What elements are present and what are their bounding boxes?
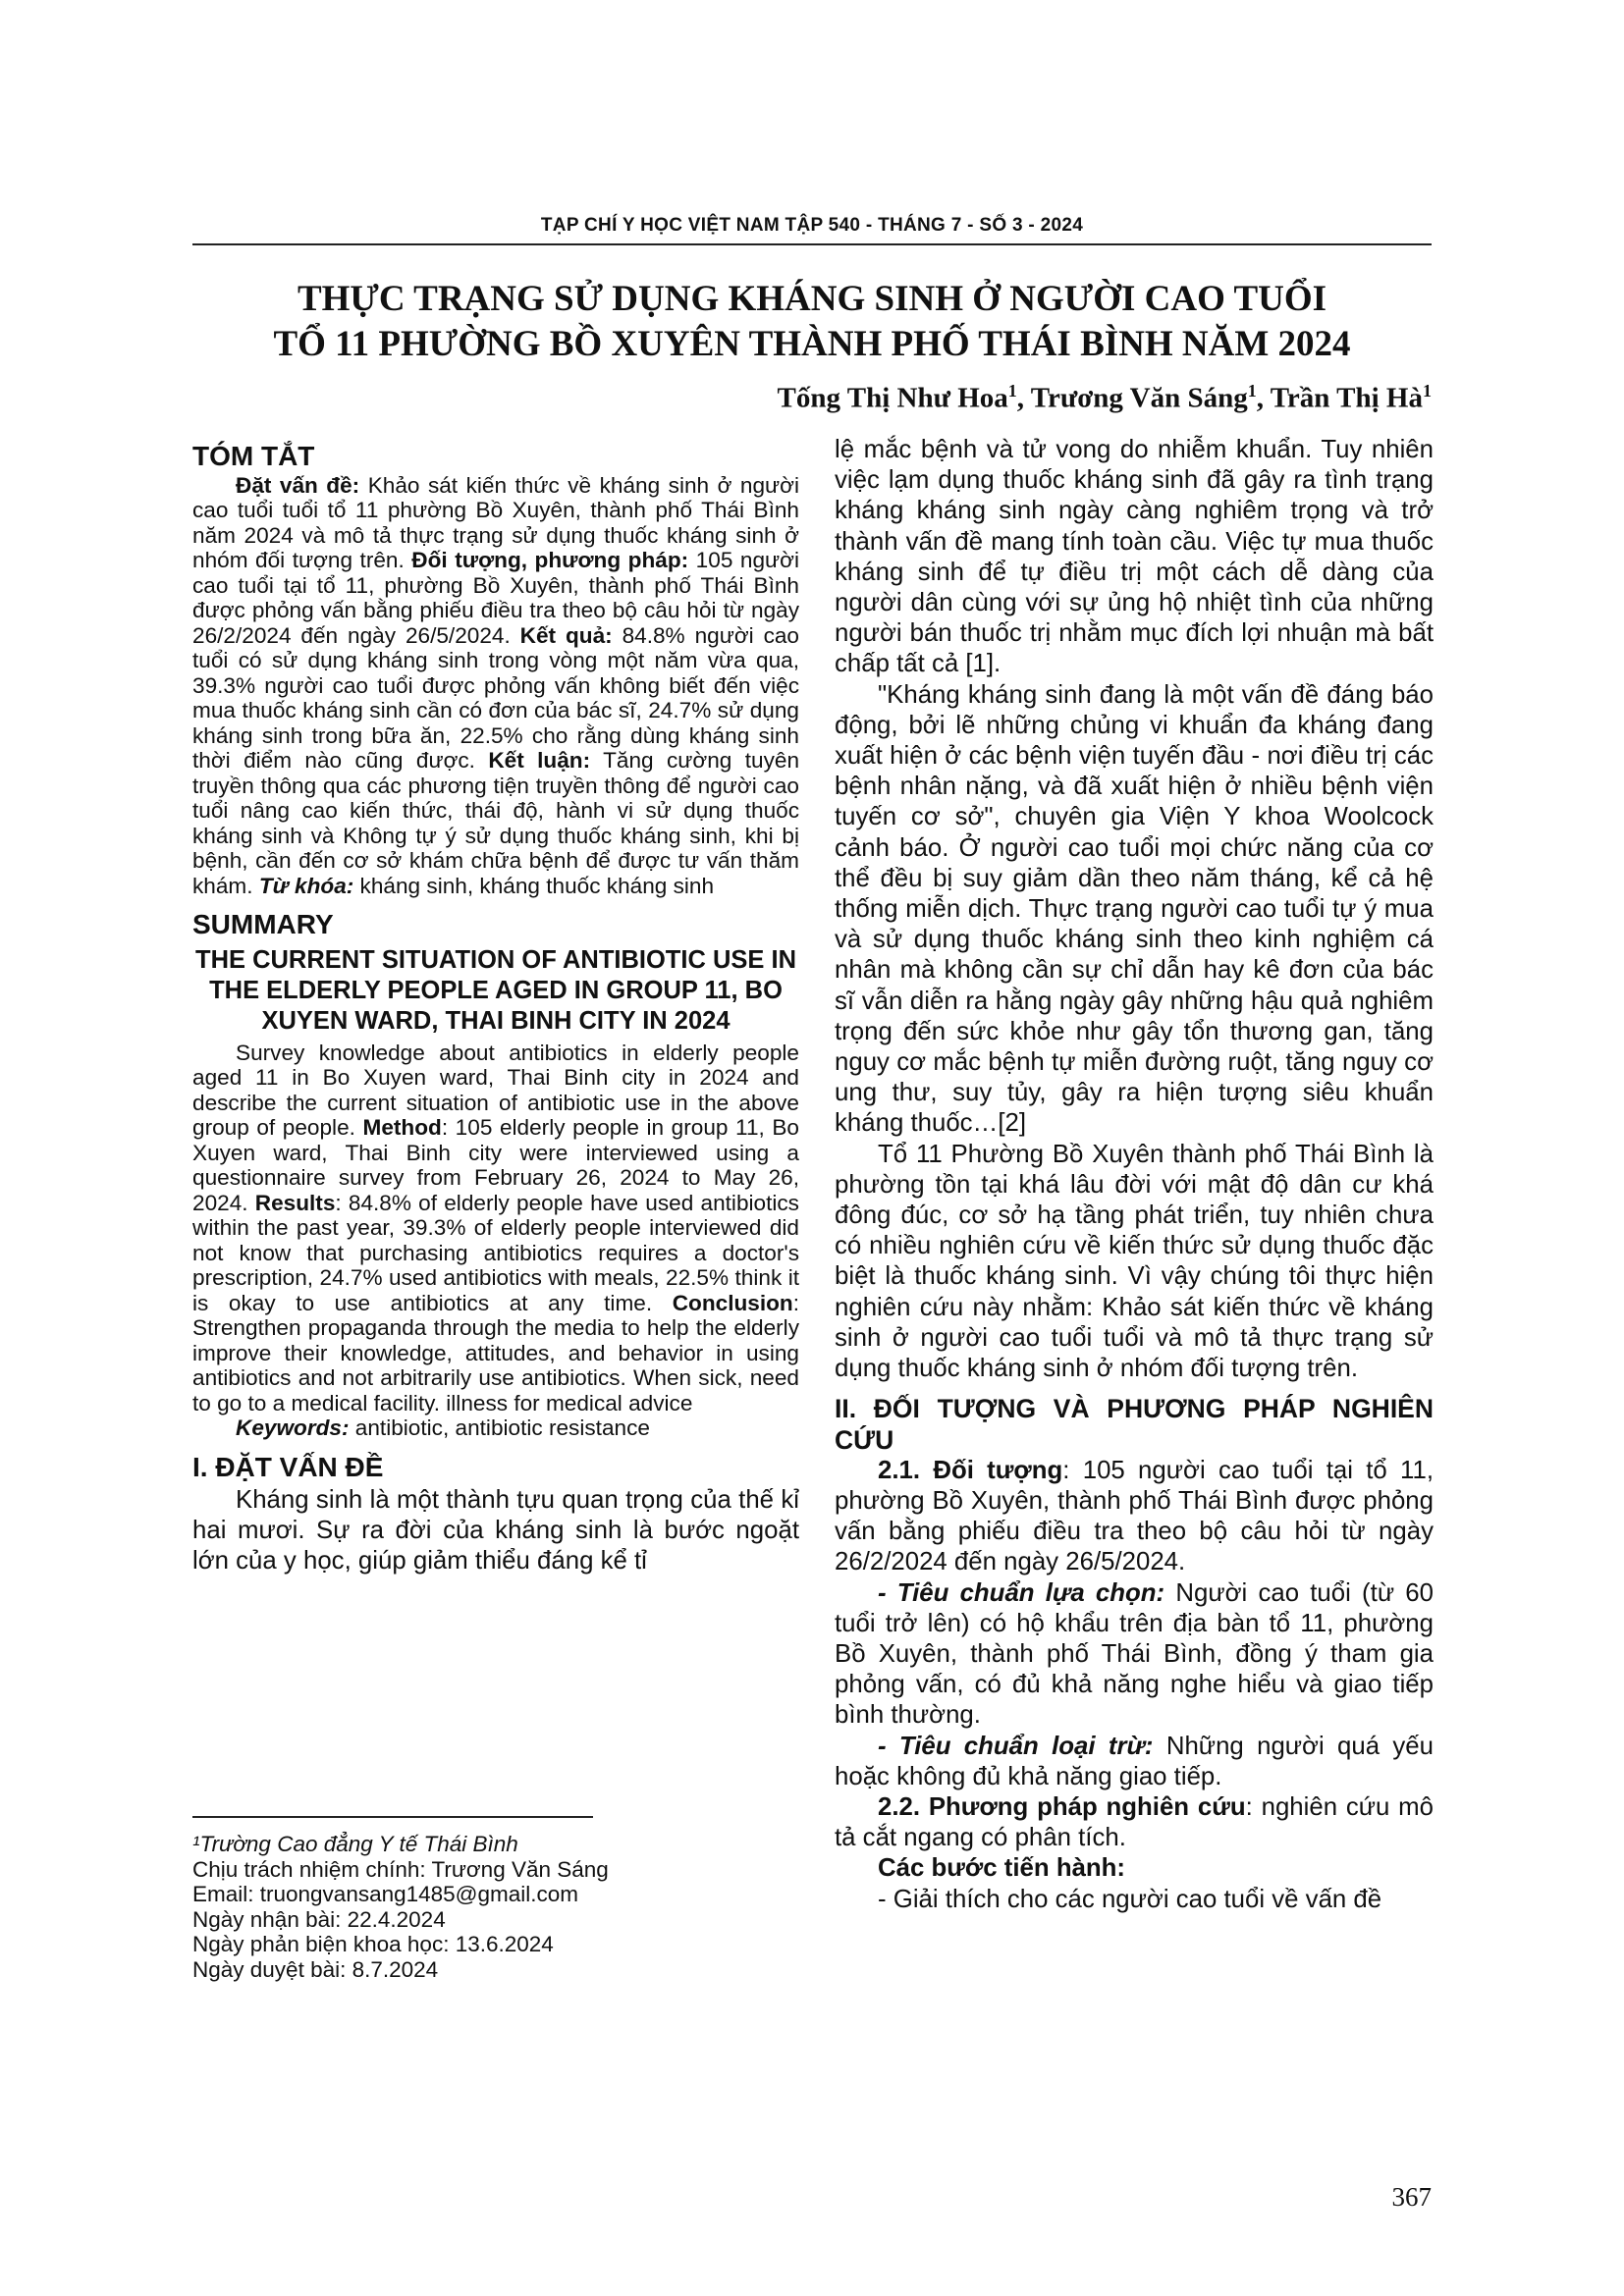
author-affiliation: 1 xyxy=(1423,381,1432,400)
abstract-conclusion-text: Tăng cường tuyên truyền thông qua các phương tiện truyền thông để người cao tuổi nâng cao kiến thức, thái độ, hành vi sử dụng thuốc kháng sinh và Không tự ý sử dụng thuốc kháng sinh, khi bị bệnh, cần đến cơ sở khám chữa bệnh để được tư vấn thăm khám. xyxy=(192,748,800,898)
steps-label: Các bước tiến hành: xyxy=(878,1854,1126,1883)
footnote-email: Email: truongvansang1485@gmail.com xyxy=(192,1882,579,1906)
section-2-1-label: 2.1. Đối tượng xyxy=(878,1456,1063,1484)
article-title xyxy=(192,277,1432,367)
footnote-reviewed: Ngày phản biện khoa học: 13.6.2024 xyxy=(192,1932,554,1956)
author-separator: , xyxy=(1016,382,1031,414)
section-1-para-3: Tổ 11 Phường Bồ Xuyên thành phố Thái Bình là phường tồn tại khá lâu đời với mật độ dân cư khá đông đúc, cơ sở hạ tầng phát triển, tuy nhiên chưa có nhiều nghiên cứu về kiến thức sử dụng thuốc đặc biệt là thuốc kháng sinh. Vì vậy chúng tôi thực hiện nghiên cứu này nhằm: Khảo sát kiến thức về kháng sinh ở người cao tuổi tuổi và mô tả thực trạng sử dụng thuốc kháng sinh ở nhóm đối tượng trên. xyxy=(835,1140,1434,1383)
section-1-para-1-start: Kháng sinh là một thành tựu quan trọng của thế kỉ hai mươi. Sự ra đời của kháng sinh là bước ngoặt lớn của y học, giúp giảm thiểu đáng kể tỉ xyxy=(192,1486,799,1575)
section-2-heading: II. ĐỐI TƯỢNG VÀ PHƯƠNG PHÁP NGHIÊN CỨU xyxy=(835,1394,1434,1455)
abstract-intro-text: Khảo sát kiến thức về kháng sinh ở người cao tuổi tuổi tổ 11 phường Bồ Xuyên, thành phố Thái Bình năm 2024 và mô tả thực trạng sử dụng thuốc kháng sinh ở nhóm đối tượng trên. xyxy=(192,472,799,572)
summary-label-keywords: Keywords: xyxy=(236,1415,350,1440)
section-2-2-text: : nghiên cứu mô tả cắt ngang có phân tích. xyxy=(835,1792,1434,1852)
section-2-1 xyxy=(835,1456,1434,1578)
abstract-keywords-text: kháng sinh, kháng thuốc kháng sinh xyxy=(353,873,715,898)
inclusion-text: Người cao tuổi (từ 60 tuổi trở lên) có hộ khẩu trên địa bàn tổ 11, phường Bồ Xuyên, thành phố Thái Bình, đồng ý tham gia phỏng vấn, có đủ khả năng nghe hiểu và giao tiếp bình thường. xyxy=(835,1578,1434,1730)
footnote-rule xyxy=(192,1816,593,1818)
summary-label-results: Results xyxy=(254,1190,336,1215)
summary-keywords-text: antibiotic, antibiotic resistance xyxy=(349,1415,650,1440)
title-line-2: TỔ 11 PHƯỜNG BỒ XUYÊN THÀNH PHỐ THÁI BÌNH NĂM 2024 xyxy=(273,324,1351,364)
header-rule xyxy=(192,243,1432,245)
footnote-affiliation: ¹Trường Cao đẳng Y tế Thái Bình xyxy=(192,1832,518,1856)
exclusion-criteria xyxy=(835,1732,1434,1792)
page-number: 367 xyxy=(1391,2182,1432,2212)
summary-conclusion-text: : Strengthen propaganda through the media to help the elderly improve their knowledge, attitudes, and behavior in using antibiotics and not arbitrarily use antibiotics. When sick, need to go to a medical facility. illness for medical advice xyxy=(192,1290,799,1415)
exclusion-label: - Tiêu chuẩn loại trừ: xyxy=(878,1732,1154,1760)
author-affiliation: 1 xyxy=(1247,381,1257,400)
left-column xyxy=(192,441,800,1577)
summary-intro-text: Survey knowledge about antibiotics in elderly people aged 11 in Bo Xuyen ward, Thai Binh city in 2024 and describe the current situation of antibiotic use in the above group of people. xyxy=(192,1040,799,1140)
title-line-1: THỰC TRẠNG SỬ DỤNG KHÁNG SINH Ở NGƯỜI CAO TUỔI xyxy=(297,279,1327,319)
author-list xyxy=(778,381,1432,415)
steps-heading xyxy=(835,1853,1434,1884)
section-2-2-label: 2.2. Phương pháp nghiên cứu xyxy=(878,1792,1246,1821)
footnote-accepted: Ngày duyệt bài: 8.7.2024 xyxy=(192,1956,439,1982)
section-1-para-1-cont: lệ mắc bệnh và tử vong do nhiễm khuẩn. Tuy nhiên việc lạm dụng thuốc kháng sinh đã gây ra tình trạng kháng kháng sinh ngày càng nghiêm trọng và trở thành vấn đề mang tính toàn cầu. Việc tự mua thuốc kháng sinh để tự điều trị một cách dễ dàng của người dân cùng với sự ủng hộ nhiệt tình của những người bán thuốc trị nhằm mục đích lợi nhuận mà bất chấp tất cả [1]. xyxy=(835,436,1434,678)
section-1-para-2: "Kháng kháng sinh đang là một vấn đề đáng báo động, bởi lẽ những chủng vi khuẩn đa kháng đang xuất hiện ở các bệnh viện tuyến đầu - nơi điều trị các bệnh nhân nặng, và đã xuất hiện ở nhiều bệnh viện tuyến cơ sở", chuyên gia Viện Y khoa Woolcock cảnh báo. Ở người cao tuổi mọi chức năng của cơ thể đều bị suy giảm dần theo năm tháng, kể cả hệ thống miễn dịch. Thực trạng người cao tuổi tự ý mua và sử dụng thuốc kháng sinh theo kinh nghiệm cá nhân mà không cần sự chỉ dẫn hay kê đơn của bác sĩ vẫn diễn ra hằng ngày gây những hậu quả nghiêm trọng đến sức khỏe như gây tổn thương gan, tăng nguy cơ mắc bệnh tự miễn đường ruột, tăng nguy cơ ung thư, suy tủy, gây ra hiện tượng siêu khuẩn kháng thuốc…[2] xyxy=(835,680,1434,1138)
section-2-2 xyxy=(835,1792,1434,1853)
abstract-results-text: 84.8% người cao tuổi có sử dụng kháng sinh trong vòng một năm vừa qua, 39.3% người cao tuổi được phỏng vấn không biết đến việc mua thuốc kháng sinh cần có đơn của bác sĩ, 24.7% sử dụng kháng sinh trong bữa ăn, 22.5% cho rằng dùng kháng sinh thời điểm nào cũng được. xyxy=(192,622,799,773)
summary-method-text: : 105 elderly people in group 11, Bo Xuyen ward, Thai Binh city were interviewed using a questionnaire survey from February 26, 2024 to May 26, 2024. xyxy=(192,1115,799,1215)
author-name: Tống Thị Như Hoa xyxy=(777,382,1008,414)
label-results: Kết quả: xyxy=(519,622,613,648)
steps-text: - Giải thích cho các người cao tuổi về vấn đề xyxy=(878,1885,1382,1913)
label-conclusion: Kết luận: xyxy=(488,748,591,773)
summary-heading: SUMMARY xyxy=(192,909,334,939)
summary-label-method: Method xyxy=(362,1115,442,1140)
summary-keywords xyxy=(192,1415,799,1441)
abstract-vi-body xyxy=(192,473,799,899)
section-1-heading: I. ĐẶT VẤN ĐỀ xyxy=(192,1451,384,1482)
abstract-heading: TÓM TẮT xyxy=(192,441,315,471)
footnote-received: Ngày nhận bài: 22.4.2024 xyxy=(192,1906,446,1932)
exclusion-text: Những người quá yếu hoặc không đủ khả năng giao tiếp. xyxy=(835,1732,1434,1790)
abstract-method-text: 105 người cao tuổi tại tổ 11, phường Bồ Xuyên, thành phố Thái Bình được phỏng vấn bằng phiếu điều tra theo bộ câu hỏi từ ngày 26/2/2024 đến ngày 26/5/2024. xyxy=(192,548,799,648)
label-intro: Đặt vấn đề: xyxy=(236,472,360,498)
inclusion-criteria xyxy=(835,1578,1434,1732)
summary-results-text: : 84.8% of elderly people have used antibiotics within the past year, 39.3% of elderly people interviewed did not know that purchasing antibiotics requires a doctor's prescription, 24.7% used antibiotics with meals, 22.5% think it is okay to use antibiotics at any time. xyxy=(192,1190,799,1315)
footnote-corresponding: Chịu trách nhiệm chính: Trương Văn Sáng xyxy=(192,1856,609,1882)
label-method: Đối tượng, phương pháp: xyxy=(411,548,689,572)
label-keywords: Từ khóa: xyxy=(258,873,354,898)
author-affiliation: 1 xyxy=(1007,381,1017,400)
author-name: Trần Thị Hà xyxy=(1270,382,1423,414)
section-2-1-text: : 105 người cao tuổi tại tổ 11, phường Bồ Xuyên, thành phố Thái Bình được phỏng vấn bằng phiếu điều tra theo bộ câu hỏi từ ngày 26/2/2024 đến ngày 26/5/2024. xyxy=(835,1456,1434,1576)
author-name: Trương Văn Sáng xyxy=(1030,382,1248,414)
inclusion-label: - Tiêu chuẩn lựa chọn: xyxy=(878,1578,1165,1607)
summary-label-conclusion: Conclusion xyxy=(672,1290,793,1315)
author-separator: , xyxy=(1256,382,1271,414)
footnote xyxy=(192,1832,609,1982)
right-column xyxy=(835,435,1434,1915)
summary-title: THE CURRENT SITUATION OF ANTIBIOTIC USE IN THE ELDERLY PEOPLE AGED IN GROUP 11, BO XUYEN WARD, THAI BINH CITY IN 2024 xyxy=(195,945,796,1035)
journal-header: TẠP CHÍ Y HỌC VIỆT NAM TẬP 540 - THÁNG 7 - SỐ 3 - 2024 xyxy=(540,215,1084,236)
summary-body xyxy=(192,1041,799,1416)
